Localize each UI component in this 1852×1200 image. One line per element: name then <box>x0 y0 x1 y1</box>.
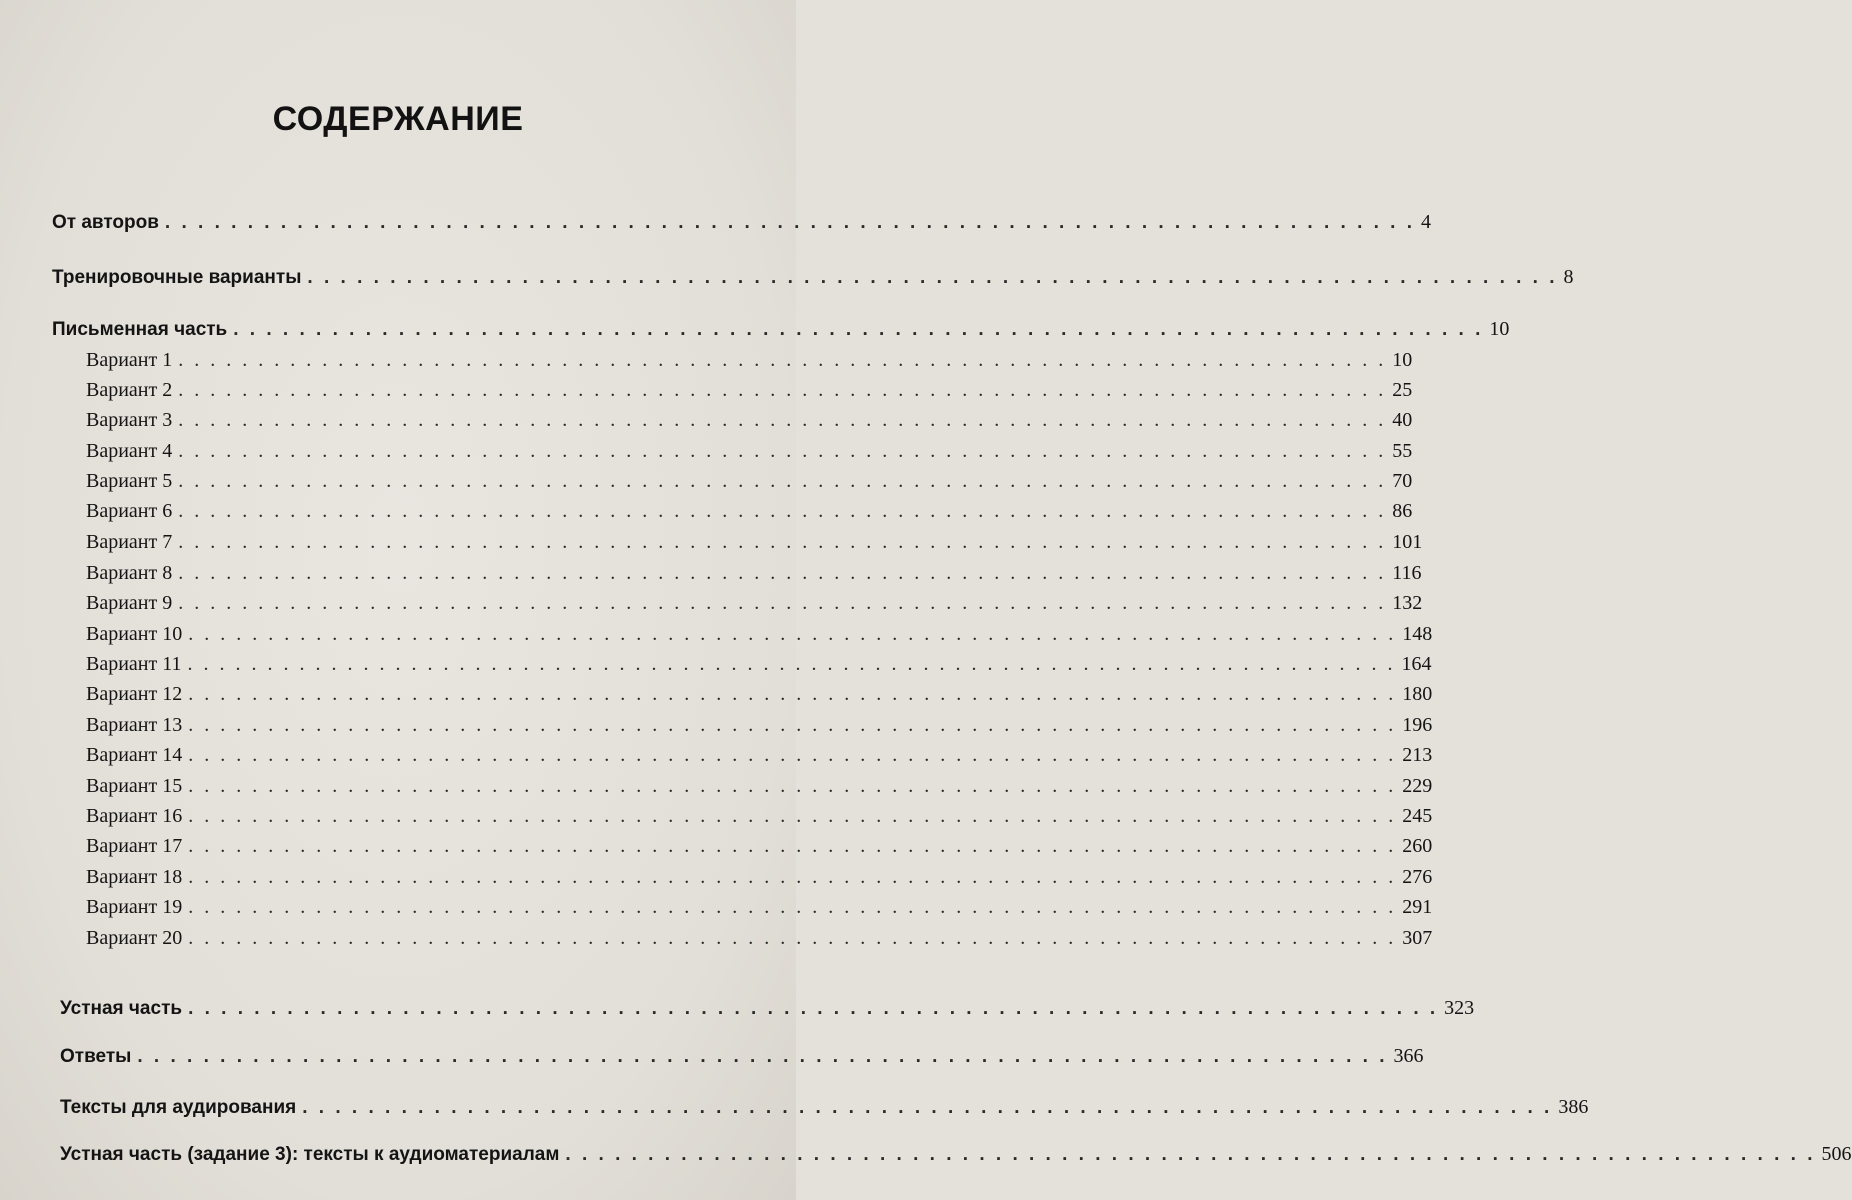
toc-entry-page: 40 <box>1392 409 1413 431</box>
leader-dots: . . . . . . . . . . . . . . . . . . . . . . . . . . . . . . . . . . . . . . . . . . . . . . . . . . . . . . . . . . . . . . . . . . . . . . . . . . . . <box>188 835 1397 857</box>
toc-entry-listening-texts[interactable] <box>60 1095 1589 1121</box>
toc-entry-label: Вариант 4 <box>86 440 173 462</box>
toc-entry-label: Тренировочные варианты <box>52 267 302 288</box>
toc-entry-page: 260 <box>1402 835 1433 857</box>
toc-entry-variant[interactable] <box>86 682 1433 708</box>
toc-entry-page: 386 <box>1558 1096 1589 1118</box>
leader-dots: . . . . . . . . . . . . . . . . . . . . . . . . . . . . . . . . . . . . . . . . . . . . . . . . . . . . . . . . . . . . . . . . . . . . . . . . . . . . <box>188 623 1397 645</box>
toc-entry-page: 196 <box>1402 714 1433 736</box>
leader-dots: . . . . . . . . . . . . . . . . . . . . . . . . . . . . . . . . . . . . . . . . . . . . . . . . . . . . . . . . . . . . . . . . . . . . . . . . . . . . <box>178 349 1387 371</box>
leader-dots: . . . . . . . . . . . . . . . . . . . . . . . . . . . . . . . . . . . . . . . . . . . . . . . . . . . . . . . . . . . . . . . . . . . . . . . . . . . . <box>188 927 1397 949</box>
toc-entry-oral-part[interactable] <box>60 996 1475 1022</box>
toc-entry-variant[interactable] <box>86 622 1433 648</box>
toc-entry-label: Вариант 20 <box>86 927 183 949</box>
toc-entry-label: Вариант 11 <box>86 653 182 675</box>
leader-dots: . . . . . . . . . . . . . . . . . . . . . . . . . . . . . . . . . . . . . . . . . . . . . . . . . . . . . . . . . . . . . . . . . . . . . . . . . . . . <box>178 531 1387 553</box>
leader-dots: . . . . . . . . . . . . . . . . . . . . . . . . . . . . . . . . . . . . . . . . . . . . . . . . . . . . . . . . . . . . . . . . . . . . . . . . . . . . <box>188 683 1397 705</box>
toc-entry-page: 116 <box>1392 562 1422 584</box>
toc-entry-label: Вариант 6 <box>86 500 173 522</box>
leader-dots: . . . . . . . . . . . . . . . . . . . . . . . . . . . . . . . . . . . . . . . . . . . . . . . . . . . . . . . . . . . . . . . . . . . . . . . . . . . . <box>233 319 1484 340</box>
toc-entry-variant[interactable] <box>86 743 1433 769</box>
toc-entry-variant[interactable] <box>86 378 1413 404</box>
toc-entry-variant[interactable] <box>86 561 1422 587</box>
leader-dots: . . . . . . . . . . . . . . . . . . . . . . . . . . . . . . . . . . . . . . . . . . . . . . . . . . . . . . . . . . . . . . . . . . . . . . . . . . . . <box>565 1144 1816 1165</box>
leader-dots: . . . . . . . . . . . . . . . . . . . . . . . . . . . . . . . . . . . . . . . . . . . . . . . . . . . . . . . . . . . . . . . . . . . . . . . . . . . . <box>187 653 1396 675</box>
toc-entry-authors[interactable] <box>52 210 1432 236</box>
toc-entry-page: 25 <box>1392 379 1413 401</box>
toc-entry-label: Тексты для аудирования <box>60 1097 297 1118</box>
leader-dots: . . . . . . . . . . . . . . . . . . . . . . . . . . . . . . . . . . . . . . . . . . . . . . . . . . . . . . . . . . . . . . . . . . . . . . . . . . . . <box>178 470 1387 492</box>
toc-entry-training-variants[interactable] <box>52 265 1574 291</box>
leader-dots: . . . . . . . . . . . . . . . . . . . . . . . . . . . . . . . . . . . . . . . . . . . . . . . . . . . . . . . . . . . . . . . . . . . . . . . . . . . . <box>188 866 1397 888</box>
toc-entry-label: Вариант 14 <box>86 744 183 766</box>
toc-entry-variant[interactable] <box>86 926 1433 952</box>
toc-entry-label: Вариант 18 <box>86 866 183 888</box>
leader-dots: . . . . . . . . . . . . . . . . . . . . . . . . . . . . . . . . . . . . . . . . . . . . . . . . . . . . . . . . . . . . . . . . . . . . . . . . . . . . <box>188 998 1439 1019</box>
toc-entry-page: 86 <box>1392 500 1413 522</box>
toc-entry-label: От авторов <box>52 212 159 233</box>
toc-entry-page: 229 <box>1402 775 1433 797</box>
leader-dots: . . . . . . . . . . . . . . . . . . . . . . . . . . . . . . . . . . . . . . . . . . . . . . . . . . . . . . . . . . . . . . . . . . . . . . . . . . . . <box>178 562 1387 584</box>
toc-entry-label: Устная часть <box>60 998 183 1019</box>
toc-entry-page: 323 <box>1444 997 1475 1019</box>
toc-entry-page: 148 <box>1402 623 1433 645</box>
toc-entry-variant[interactable] <box>86 652 1432 678</box>
toc-entry-variant[interactable] <box>86 834 1433 860</box>
toc-entry-label: Вариант 15 <box>86 775 183 797</box>
toc-entry-page: 291 <box>1402 896 1433 918</box>
toc-entry-label: Вариант 19 <box>86 896 183 918</box>
toc-entry-page: 245 <box>1402 805 1433 827</box>
leader-dots: . . . . . . . . . . . . . . . . . . . . . . . . . . . . . . . . . . . . . . . . . . . . . . . . . . . . . . . . . . . . . . . . . . . . . . . . . . . . <box>307 267 1558 288</box>
toc-entry-label: Вариант 5 <box>86 470 173 492</box>
leader-dots: . . . . . . . . . . . . . . . . . . . . . . . . . . . . . . . . . . . . . . . . . . . . . . . . . . . . . . . . . . . . . . . . . . . . . . . . . . . . <box>178 440 1387 462</box>
toc-entry-variant[interactable] <box>86 591 1423 617</box>
toc-entry-page: 10 <box>1489 318 1510 340</box>
toc-entry-variant[interactable] <box>86 774 1433 800</box>
leader-dots: . . . . . . . . . . . . . . . . . . . . . . . . . . . . . . . . . . . . . . . . . . . . . . . . . . . . . . . . . . . . . . . . . . . . . . . . . . . . <box>188 714 1397 736</box>
toc-entry-variant[interactable] <box>86 895 1433 921</box>
leader-dots: . . . . . . . . . . . . . . . . . . . . . . . . . . . . . . . . . . . . . . . . . . . . . . . . . . . . . . . . . . . . . . . . . . . . . . . . . . . . <box>178 379 1387 401</box>
toc-entry-page: 180 <box>1402 683 1433 705</box>
toc-entry-variant[interactable] <box>86 865 1433 891</box>
toc-entry-label: Вариант 7 <box>86 531 173 553</box>
toc-entry-page: 213 <box>1402 744 1433 766</box>
toc-entry-variant[interactable] <box>86 804 1433 830</box>
toc-entry-label: Вариант 16 <box>86 805 183 827</box>
leader-dots: . . . . . . . . . . . . . . . . . . . . . . . . . . . . . . . . . . . . . . . . . . . . . . . . . . . . . . . . . . . . . . . . . . . . . . . . . . . . <box>178 500 1387 522</box>
toc-entry-page: 101 <box>1392 531 1423 553</box>
leader-dots: . . . . . . . . . . . . . . . . . . . . . . . . . . . . . . . . . . . . . . . . . . . . . . . . . . . . . . . . . . . . . . . . . . . . . . . . . . . . <box>164 212 1416 233</box>
toc-entry-variant[interactable] <box>86 469 1413 495</box>
leader-dots: . . . . . . . . . . . . . . . . . . . . . . . . . . . . . . . . . . . . . . . . . . . . . . . . . . . . . . . . . . . . . . . . . . . . . . . . . . . . <box>188 896 1397 918</box>
toc-entry-label: Вариант 1 <box>86 349 173 371</box>
toc-entry-page: 307 <box>1402 927 1433 949</box>
toc-entry-page: 164 <box>1401 653 1432 675</box>
toc-entry-variant[interactable] <box>86 348 1413 374</box>
toc-entry-written-part[interactable] <box>52 317 1510 343</box>
toc-entry-oral-task3-texts[interactable] <box>60 1142 1852 1168</box>
toc-entry-label: Вариант 10 <box>86 623 183 645</box>
toc-entry-variant[interactable] <box>86 408 1413 434</box>
toc-entry-page: 276 <box>1402 866 1433 888</box>
toc-entry-variant[interactable] <box>86 530 1423 556</box>
toc-entry-label: Вариант 12 <box>86 683 183 705</box>
toc-entry-page: 506 <box>1821 1143 1852 1165</box>
toc-entry-page: 8 <box>1563 266 1574 288</box>
leader-dots: . . . . . . . . . . . . . . . . . . . . . . . . . . . . . . . . . . . . . . . . . . . . . . . . . . . . . . . . . . . . . . . . . . . . . . . . . . . . <box>178 409 1387 431</box>
toc-entry-variant[interactable] <box>86 499 1413 525</box>
toc-entry-page: 55 <box>1392 440 1413 462</box>
toc-entry-label: Вариант 9 <box>86 592 173 614</box>
toc-entry-label: Вариант 2 <box>86 379 173 401</box>
toc-entry-page: 10 <box>1392 349 1413 371</box>
toc-entry-label: Письменная часть <box>52 319 228 340</box>
toc-entry-page: 366 <box>1393 1045 1424 1067</box>
toc-entry-page: 132 <box>1392 592 1423 614</box>
leader-dots: . . . . . . . . . . . . . . . . . . . . . . . . . . . . . . . . . . . . . . . . . . . . . . . . . . . . . . . . . . . . . . . . . . . . . . . . . . . . <box>188 805 1397 827</box>
toc-entry-page: 70 <box>1392 470 1413 492</box>
toc-entry-answers[interactable] <box>60 1044 1424 1070</box>
leader-dots: . . . . . . . . . . . . . . . . . . . . . . . . . . . . . . . . . . . . . . . . . . . . . . . . . . . . . . . . . . . . . . . . . . . . . . . . . . . . <box>188 744 1397 766</box>
leader-dots: . . . . . . . . . . . . . . . . . . . . . . . . . . . . . . . . . . . . . . . . . . . . . . . . . . . . . . . . . . . . . . . . . . . . . . . . . . . . <box>178 592 1387 614</box>
toc-entry-label: Ответы <box>60 1046 132 1067</box>
toc-entry-label: Вариант 17 <box>86 835 183 857</box>
toc-entry-variant[interactable] <box>86 713 1433 739</box>
page-title: СОДЕРЖАНИЕ <box>272 100 524 138</box>
toc-entry-label: Вариант 8 <box>86 562 173 584</box>
toc-entry-page: 4 <box>1421 211 1432 233</box>
toc-entry-label: Вариант 3 <box>86 409 173 431</box>
leader-dots: . . . . . . . . . . . . . . . . . . . . . . . . . . . . . . . . . . . . . . . . . . . . . . . . . . . . . . . . . . . . . . . . . . . . . . . . . . . . <box>137 1046 1388 1067</box>
toc-entry-label: Устная часть (задание 3): тексты к аудиоматериалам <box>60 1144 560 1165</box>
toc-entry-variant[interactable] <box>86 439 1413 465</box>
toc-entry-label: Вариант 13 <box>86 714 183 736</box>
leader-dots: . . . . . . . . . . . . . . . . . . . . . . . . . . . . . . . . . . . . . . . . . . . . . . . . . . . . . . . . . . . . . . . . . . . . . . . . . . . . <box>302 1097 1553 1118</box>
leader-dots: . . . . . . . . . . . . . . . . . . . . . . . . . . . . . . . . . . . . . . . . . . . . . . . . . . . . . . . . . . . . . . . . . . . . . . . . . . . . <box>188 775 1397 797</box>
